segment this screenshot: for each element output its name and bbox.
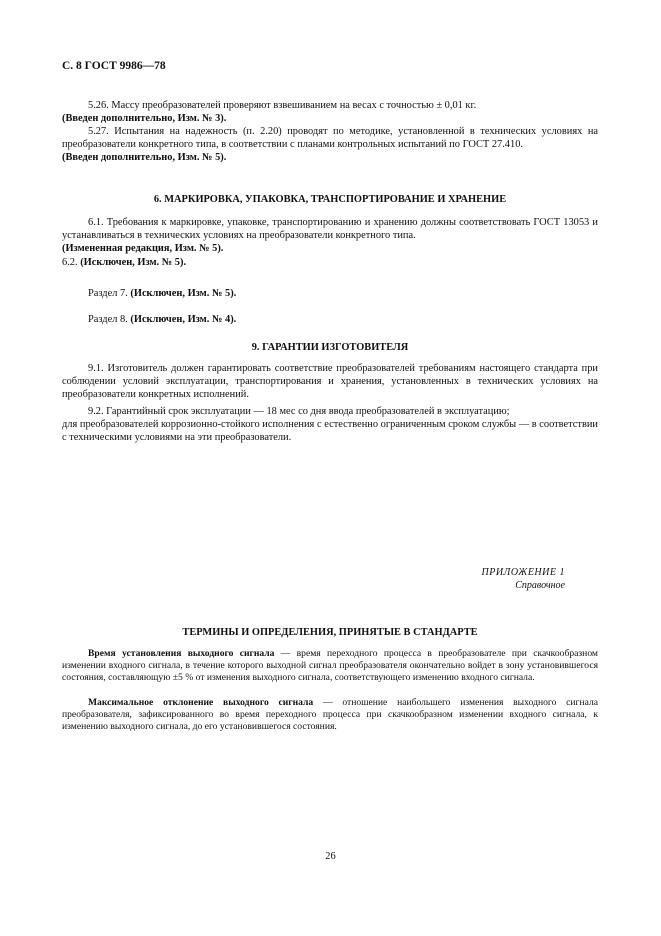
- clause-5-27-note: (Введен дополнительно, Изм. № 5).: [62, 152, 227, 164]
- term-settling-time: [62, 648, 598, 685]
- section-8-note: (Исключен, Изм. № 4).: [130, 314, 237, 325]
- clause-9-2: [62, 405, 598, 445]
- clause-6-1-text: 6.1. Требования к маркировке, упаковке, транспортированию и хранению должны соответствовать ГОСТ 13053 и устанавливаться в технических условиях на преобразователи конкретного типа.: [62, 217, 598, 242]
- clause-5-26-note: (Введен дополнительно, Изм. № 3).: [62, 113, 227, 125]
- clause-5-26-text: 5.26. Массу преобразователей проверяют взвешиванием на весах с точностью ± 0,01 кг.: [88, 100, 477, 111]
- page-number: 26: [325, 851, 336, 862]
- clause-9-2-extra: для преобразователей коррозионно-стойкого исполнения с естественно ограниченным сроком службы — в соответствии с техническими условиями на эти преобразователи.: [62, 419, 598, 444]
- section-8: [62, 313, 598, 326]
- appendix-type: Справочное: [515, 580, 565, 591]
- section-7-label: Раздел 7.: [88, 288, 128, 299]
- clause-5-26: [62, 99, 598, 125]
- clause-5-27-text: 5.27. Испытания на надежность (п. 2.20) проводят по методике, установленной в технических условиях на преобразователи конкретного типа, в соответствии с планами контрольных испытаний по ГОСТ 27.410.: [62, 126, 598, 151]
- section-7: [62, 287, 598, 300]
- clause-9-2-text: 9.2. Гарантийный срок эксплуатации — 18 мес со дня ввода преобразователей в эксплуатацию;: [88, 406, 510, 417]
- clause-6-1-note: (Измененная редакция, Изм. № 5).: [62, 243, 224, 255]
- clause-9-1: 9.1. Изготовитель должен гарантировать соответствие преобразователей требованиям настоящего стандарта при соблюдении условий эксплуатации, транспортирования и хранения, установленных в технических условиях на преобразователи конкретных исполнений.: [62, 363, 598, 401]
- term-1-definition: — время переходного процесса в преобразователе при скачкообразном изменении входного сигнала, в течение которого выходной сигнал преобразователя окончательно войдет в зону установившегося состояния, составляющую ±5 % от изменения выходного сигнала, соответствующего изменению входного сигнала.: [62, 648, 598, 684]
- section-7-note: (Исключен, Изм. № 5).: [130, 288, 237, 299]
- appendix-label: ПРИЛОЖЕНИЕ 1: [481, 567, 565, 578]
- clause-6-2-label: 6.2.: [62, 256, 78, 268]
- page-header: С. 8 ГОСТ 9986—78: [62, 60, 166, 72]
- section-9-title: 9. ГАРАНТИИ ИЗГОТОВИТЕЛЯ: [251, 342, 409, 353]
- clause-6-1: [62, 216, 598, 269]
- term-2-definition: — отношение наибольшего изменения выходного сигнала преобразователя, зафиксированного во время переходного процесса при скачкообразном изменении входного сигнала, к изменению выходного сигнала, до его установившегося состояния.: [62, 697, 598, 733]
- section-6-title: 6. МАРКИРОВКА, УПАКОВКА, ТРАНСПОРТИРОВАНИЕ И ХРАНЕНИЕ: [153, 194, 507, 205]
- term-2-name: Максимальное отклонение выходного сигнала: [88, 697, 314, 708]
- clause-6-2-note: (Исключен, Изм. № 5).: [80, 256, 187, 268]
- appendix-title: ТЕРМИНЫ И ОПРЕДЕЛЕНИЯ, ПРИНЯТЫЕ В СТАНДАРТЕ: [182, 627, 478, 638]
- appendix-label-block: [482, 566, 566, 592]
- section-8-label: Раздел 8.: [88, 314, 128, 325]
- term-1-name: Время установления выходного сигнала: [88, 648, 275, 659]
- term-max-deviation: [62, 697, 598, 734]
- clause-5-27: [62, 125, 598, 165]
